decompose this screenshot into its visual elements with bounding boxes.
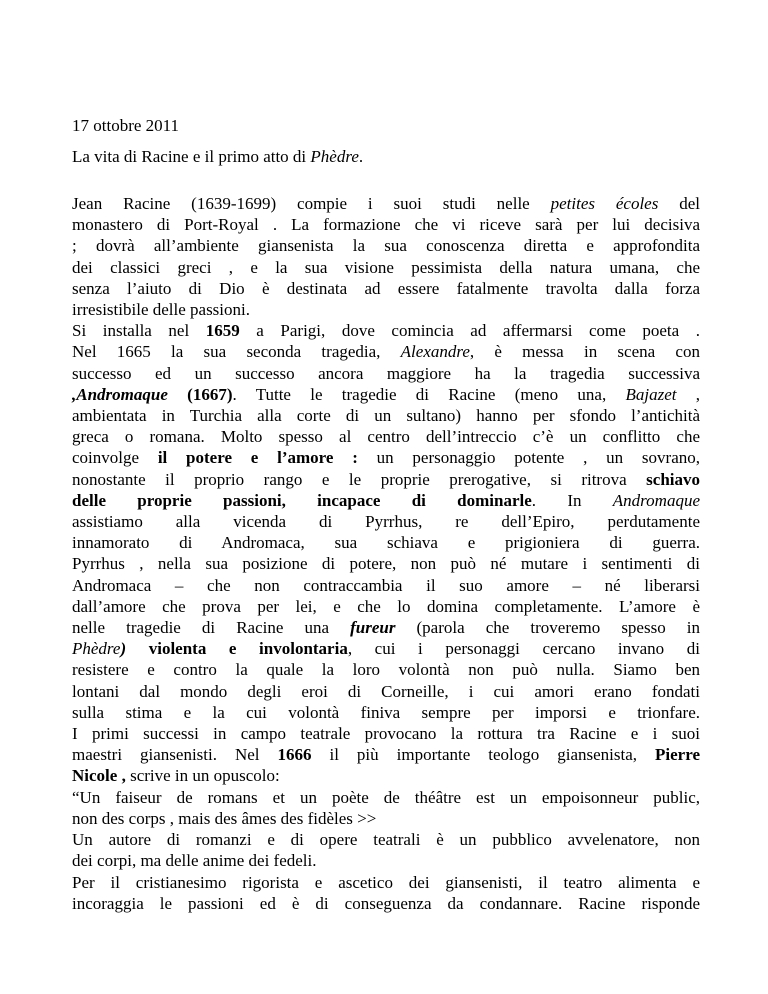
text-run: assistiamo alla vicenda di Pyrrhus, re dell’Epiro, perdutamente xyxy=(72,512,700,532)
text-run: dei classici greci , e la sua visione pessimista della natura umana, che xyxy=(72,257,700,277)
text-line xyxy=(72,808,700,829)
text-line xyxy=(72,787,700,808)
text-run: un personaggio potente , un sovrano, xyxy=(357,448,700,468)
text-run: (parola che troveremo spesso in xyxy=(395,618,700,638)
text-run: nonostante il proprio rango e le proprie prerogative, si ritrova xyxy=(72,469,647,489)
text-run: nelle tragedie di Racine una xyxy=(72,618,351,638)
text-line xyxy=(72,363,700,384)
text-run: dall’amore che prova per lei, e che lo domina completamente. L’amore è xyxy=(72,596,700,616)
text-run: petites écoles xyxy=(550,194,659,213)
text-run: del xyxy=(658,194,700,213)
text-run: violenta e involontaria xyxy=(126,639,348,659)
text-run: ; dovrà all’ambiente giansenista la sua conoscenza diretta e approfondita xyxy=(72,236,700,256)
text-run: I primi successi in campo teatrale provocano la rottura tra Racine e i suoi xyxy=(72,724,700,744)
text-run: Andromaque xyxy=(612,490,700,510)
text-line xyxy=(72,426,700,447)
text-run: , è messa in scena con xyxy=(469,342,700,362)
text-run: Pierre xyxy=(655,745,700,765)
text-run: coinvolge xyxy=(72,448,158,468)
text-run: , xyxy=(676,384,700,404)
text-run: il più importante teologo giansenista, xyxy=(311,745,656,765)
text-line xyxy=(72,872,700,893)
text-line xyxy=(72,659,700,680)
text-line xyxy=(72,405,700,426)
text-run: ) xyxy=(120,639,127,659)
text-line xyxy=(72,320,700,341)
title-text: La vita di Racine e il primo atto di xyxy=(72,147,311,166)
text-line xyxy=(72,723,700,744)
text-run: Per il cristianesimo rigorista e ascetico dei giansenisti, il teatro alimenta e xyxy=(72,872,700,892)
text-line xyxy=(72,214,700,235)
text-run: Nel 1665 la sua seconda tragedia, xyxy=(72,342,401,362)
text-run: , cui i personaggi cercano invano di xyxy=(347,639,700,659)
text-line xyxy=(72,532,700,553)
text-run: . Tutte le tragedie di Racine (meno una, xyxy=(232,384,626,404)
text-line xyxy=(72,341,700,362)
text-line xyxy=(72,702,700,723)
text-run: il potere e l’amore : xyxy=(157,448,358,468)
document-title xyxy=(72,147,363,167)
text-line xyxy=(72,469,700,490)
text-run: . In xyxy=(531,490,613,510)
text-run: delle proprie passioni, incapace di dominarle xyxy=(72,490,532,510)
text-run: Si installa nel xyxy=(72,321,206,341)
text-run: innamorato di Andromaca, sua schiava e prigioniera di guerra. xyxy=(72,533,700,553)
text-line xyxy=(72,553,700,574)
text-run: ambientata in Turchia alla corte di un sultano) hanno per sfondo l’antichità xyxy=(72,406,700,426)
text-line xyxy=(72,765,700,786)
text-line xyxy=(72,744,700,765)
text-run: Alexandre xyxy=(400,342,470,362)
text-run: maestri giansenisti. Nel xyxy=(72,745,278,765)
text-run: 1666 xyxy=(277,745,312,765)
text-line xyxy=(72,829,700,850)
text-run: irresistibile delle passioni. xyxy=(72,300,250,320)
text-run: fureur xyxy=(350,618,396,638)
text-line xyxy=(72,893,700,914)
text-line xyxy=(72,490,700,511)
text-run: Jean Racine (1639-1699) compie i suoi studi nelle xyxy=(72,194,551,213)
text-line xyxy=(72,257,700,278)
text-line xyxy=(72,299,700,320)
text-run: monastero di Port-Royal . La formazione che vi riceve sarà per lui decisiva xyxy=(72,215,700,235)
document-date: 17 ottobre 2011 xyxy=(72,116,180,135)
text-run: non des corps , mais des âmes des fidèles >> xyxy=(72,808,377,828)
text-line xyxy=(72,193,700,214)
text-line xyxy=(72,511,700,532)
text-line xyxy=(72,617,700,638)
text-line xyxy=(72,575,700,596)
text-run: 1659 xyxy=(205,321,240,341)
text-run: Pyrrhus , nella sua posizione di potere, non può né mutare i sentimenti di xyxy=(72,554,700,574)
text-run: a Parigi, dove comincia ad affermarsi come poeta . xyxy=(239,321,700,341)
text-line xyxy=(72,384,700,405)
text-run: Bajazet xyxy=(625,384,677,404)
text-run: Phèdre xyxy=(72,639,121,659)
text-line xyxy=(72,278,700,299)
text-run: “Un faiseur de romans et un poète de théâtre est un empoisonneur public, xyxy=(72,787,700,807)
text-run: Nicole , xyxy=(72,766,126,786)
text-run: lontani dal mondo degli eroi di Corneille, i cui amori erano fondati xyxy=(72,681,700,701)
text-line xyxy=(72,850,700,871)
text-run: (1667) xyxy=(167,384,233,404)
text-run: incoraggia le passioni ed è di conseguenza da condannare. Racine risponde xyxy=(72,893,700,913)
text-run: successo ed un successo ancora maggiore ha la tragedia successiva xyxy=(72,363,700,383)
document-body xyxy=(72,193,700,914)
text-run: dei corpi, ma delle anime dei fedeli. xyxy=(72,851,317,871)
title-work: Phèdre xyxy=(310,147,359,166)
text-run: schiavo xyxy=(646,469,700,489)
text-run: Un autore di romanzi e di opere teatrali è un pubblico avvelenatore, non xyxy=(72,830,700,850)
text-line xyxy=(72,596,700,617)
text-line xyxy=(72,235,700,256)
text-line xyxy=(72,681,700,702)
text-run: scrive in un opuscolo: xyxy=(125,766,280,786)
title-end: . xyxy=(358,147,364,166)
text-line xyxy=(72,638,700,659)
text-run: senza l’aiuto di Dio è destinata ad essere fatalmente travolta dalla forza xyxy=(72,278,700,298)
text-run: greca o romana. Molto spesso al centro dell’intreccio c’è un conflitto che xyxy=(72,427,700,447)
text-line xyxy=(72,447,700,468)
text-run: Andromaca – che non contraccambia il suo amore – né liberarsi xyxy=(72,575,700,595)
text-run: resistere e contro la quale la loro volontà non può nulla. Siamo ben xyxy=(72,660,700,680)
text-run: ,Andromaque xyxy=(72,384,168,404)
text-run: sulla stima e la cui volontà finiva sempre per imporsi e trionfare. xyxy=(72,702,700,722)
